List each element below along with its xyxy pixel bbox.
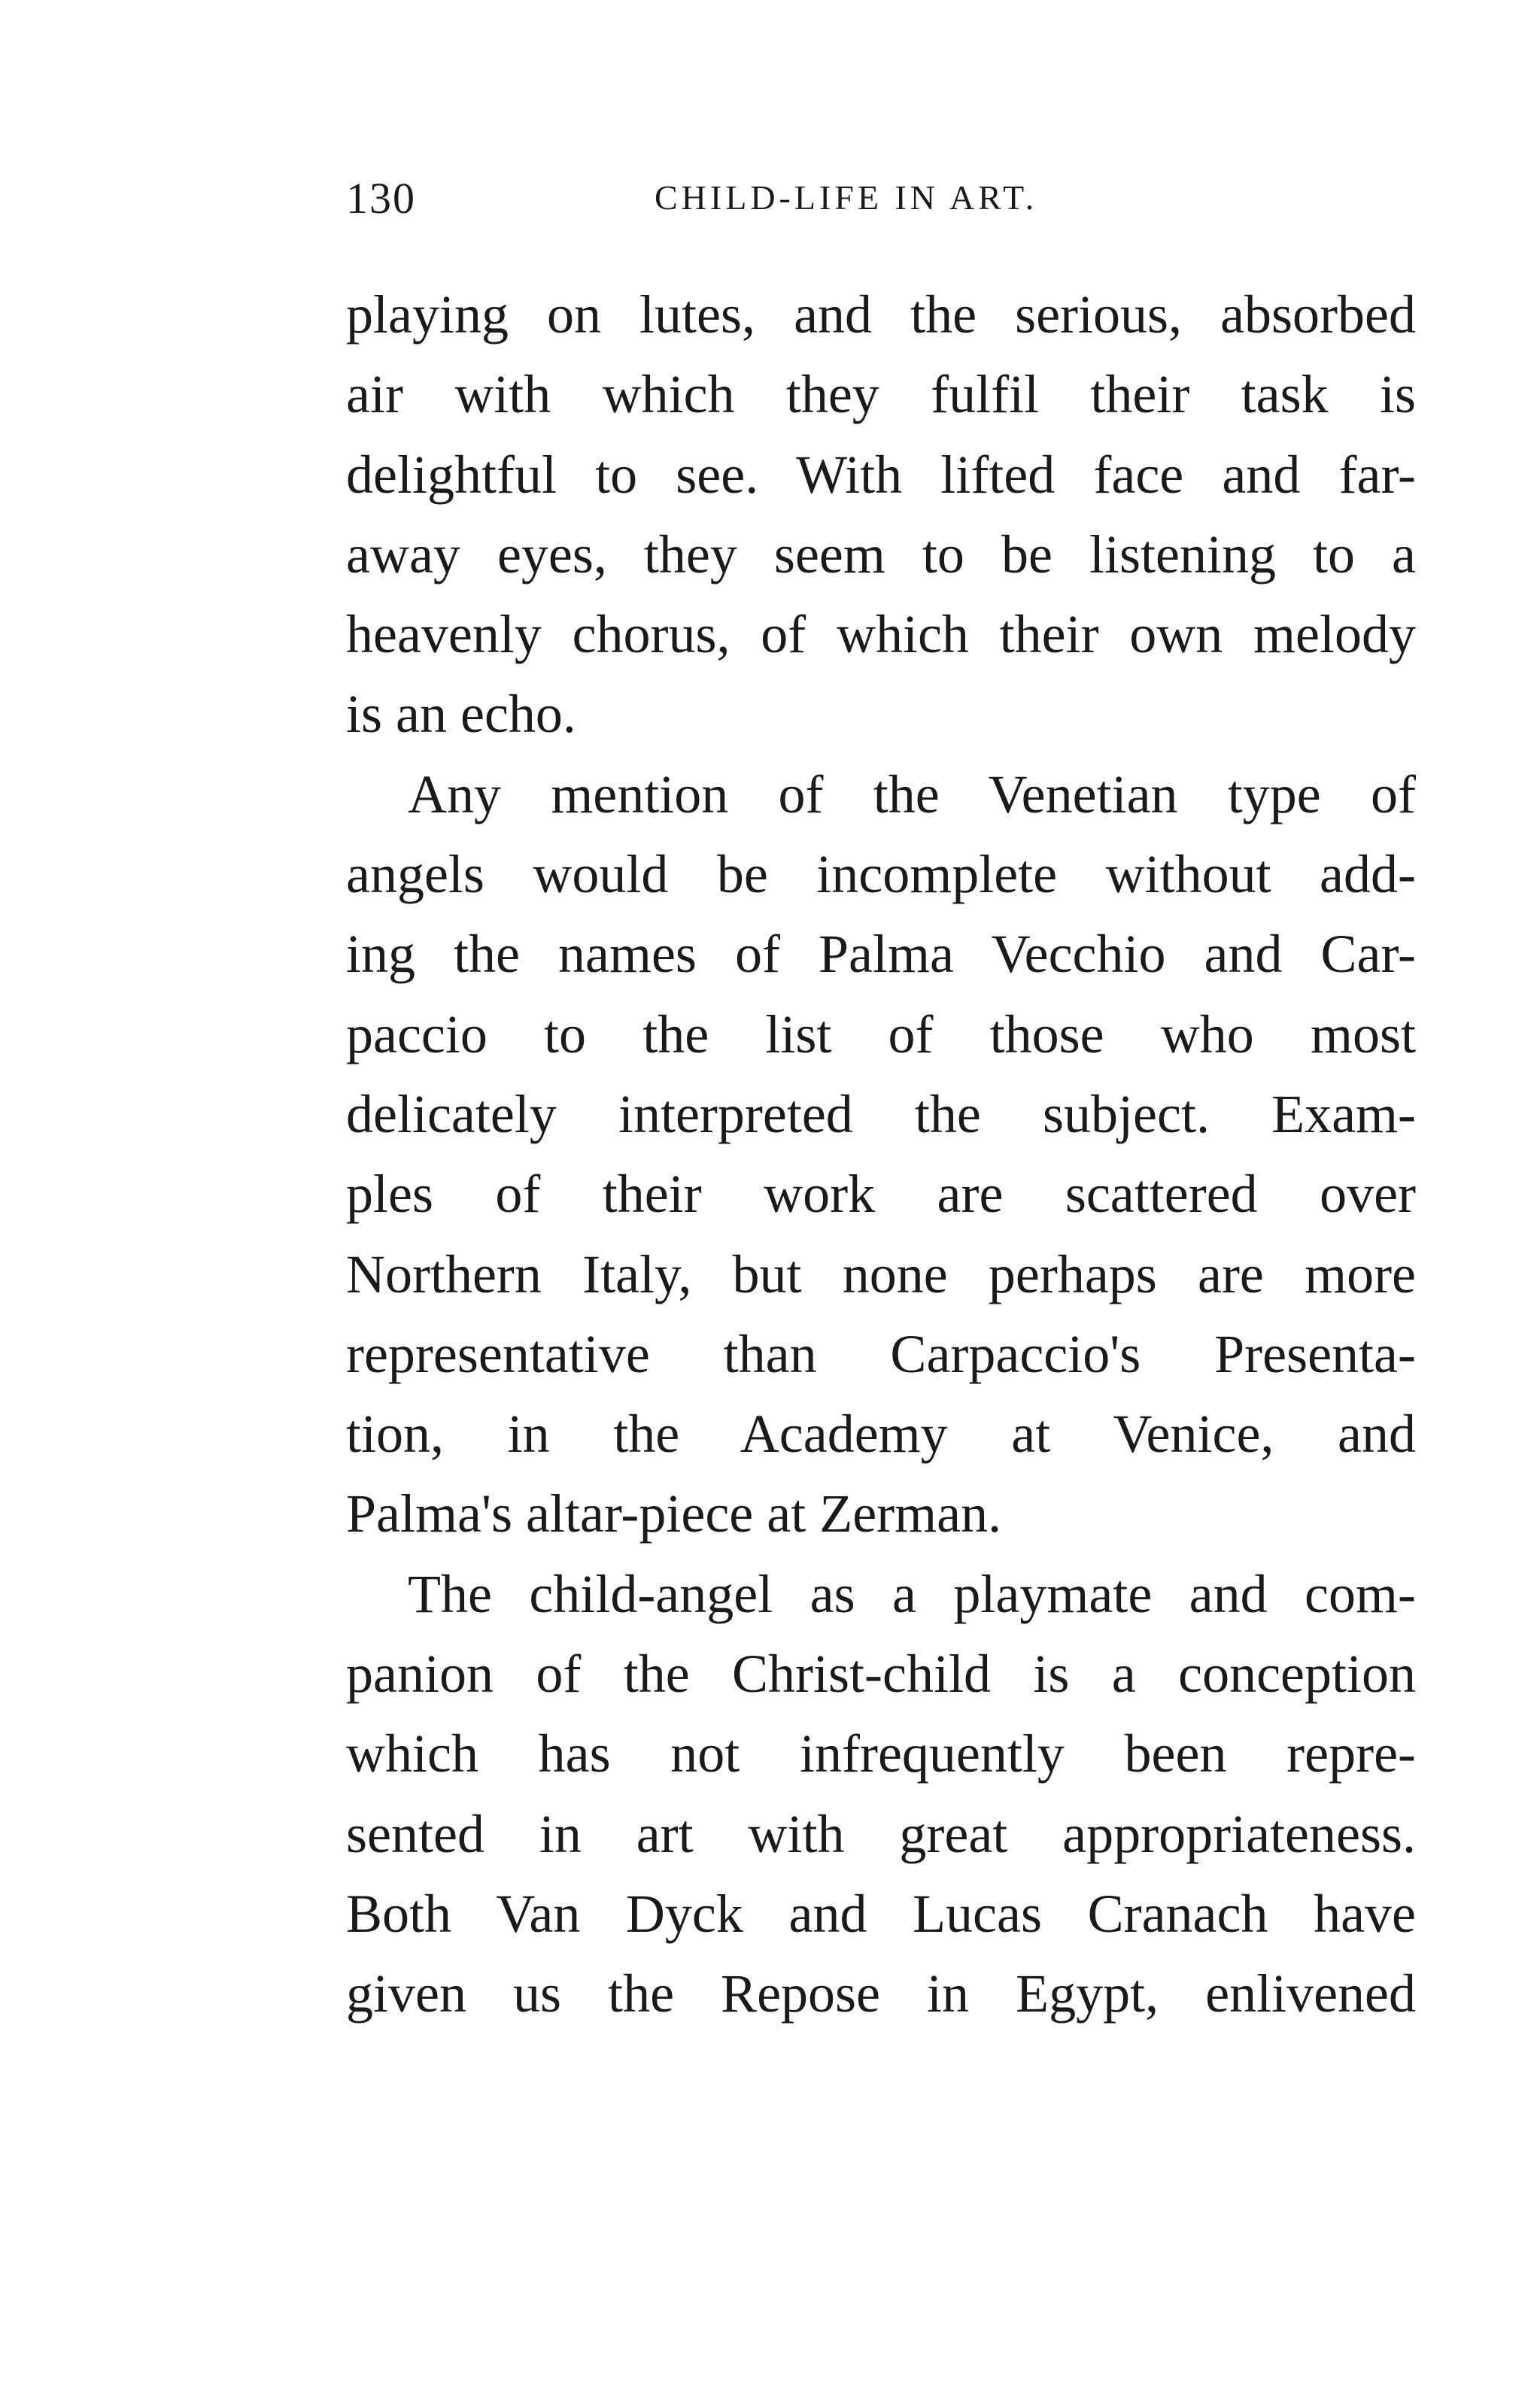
text-line: air with which they fulfil their task is [346, 364, 1416, 425]
body-text [346, 275, 1416, 2034]
text-line: panion of the Christ-child is a conception [346, 1644, 1416, 1705]
text-line: delicately interpreted the subject. Exam- [346, 1083, 1416, 1144]
text-line: Palma's altar-piece at Zerman. [346, 1483, 1002, 1544]
running-title: CHILD-LIFE IN ART. [655, 178, 1038, 217]
text-line: which has not infrequently been repre- [346, 1723, 1416, 1784]
text-line: ing the names of Palma Vecchio and Car- [346, 924, 1416, 985]
text-line: tion, in the Academy at Venice, and [346, 1404, 1416, 1465]
text-line: angels would be incomplete without add- [346, 844, 1416, 905]
text-line: is an echo. [346, 684, 576, 745]
text-line: given us the Repose in Egypt, enlivened [346, 1963, 1416, 2024]
paragraph-start-line: The child-angel as a playmate and com- [408, 1563, 1416, 1624]
text-line: heavenly chorus, of which their own melody [346, 604, 1416, 665]
page-number: 130 [346, 174, 416, 223]
text-line: away eyes, they seem to be listening to a [346, 524, 1416, 585]
text-line: sented in art with great appropriateness. [346, 1803, 1416, 1864]
text-line: representative than Carpaccio's Presenta- [346, 1323, 1416, 1384]
text-line: Both Van Dyck and Lucas Cranach have [346, 1883, 1416, 1944]
running-head [346, 173, 1416, 226]
text-line: delightful to see. With lifted face and far- [346, 444, 1416, 505]
text-line: paccio to the list of those who most [346, 1004, 1416, 1064]
paragraph-start-line: Any mention of the Venetian type of [408, 764, 1416, 824]
text-line: Northern Italy, but none perhaps are more [346, 1243, 1416, 1304]
text-line: ples of their work are scattered over [346, 1164, 1416, 1225]
text-line: playing on lutes, and the serious, absorbed [346, 284, 1416, 345]
